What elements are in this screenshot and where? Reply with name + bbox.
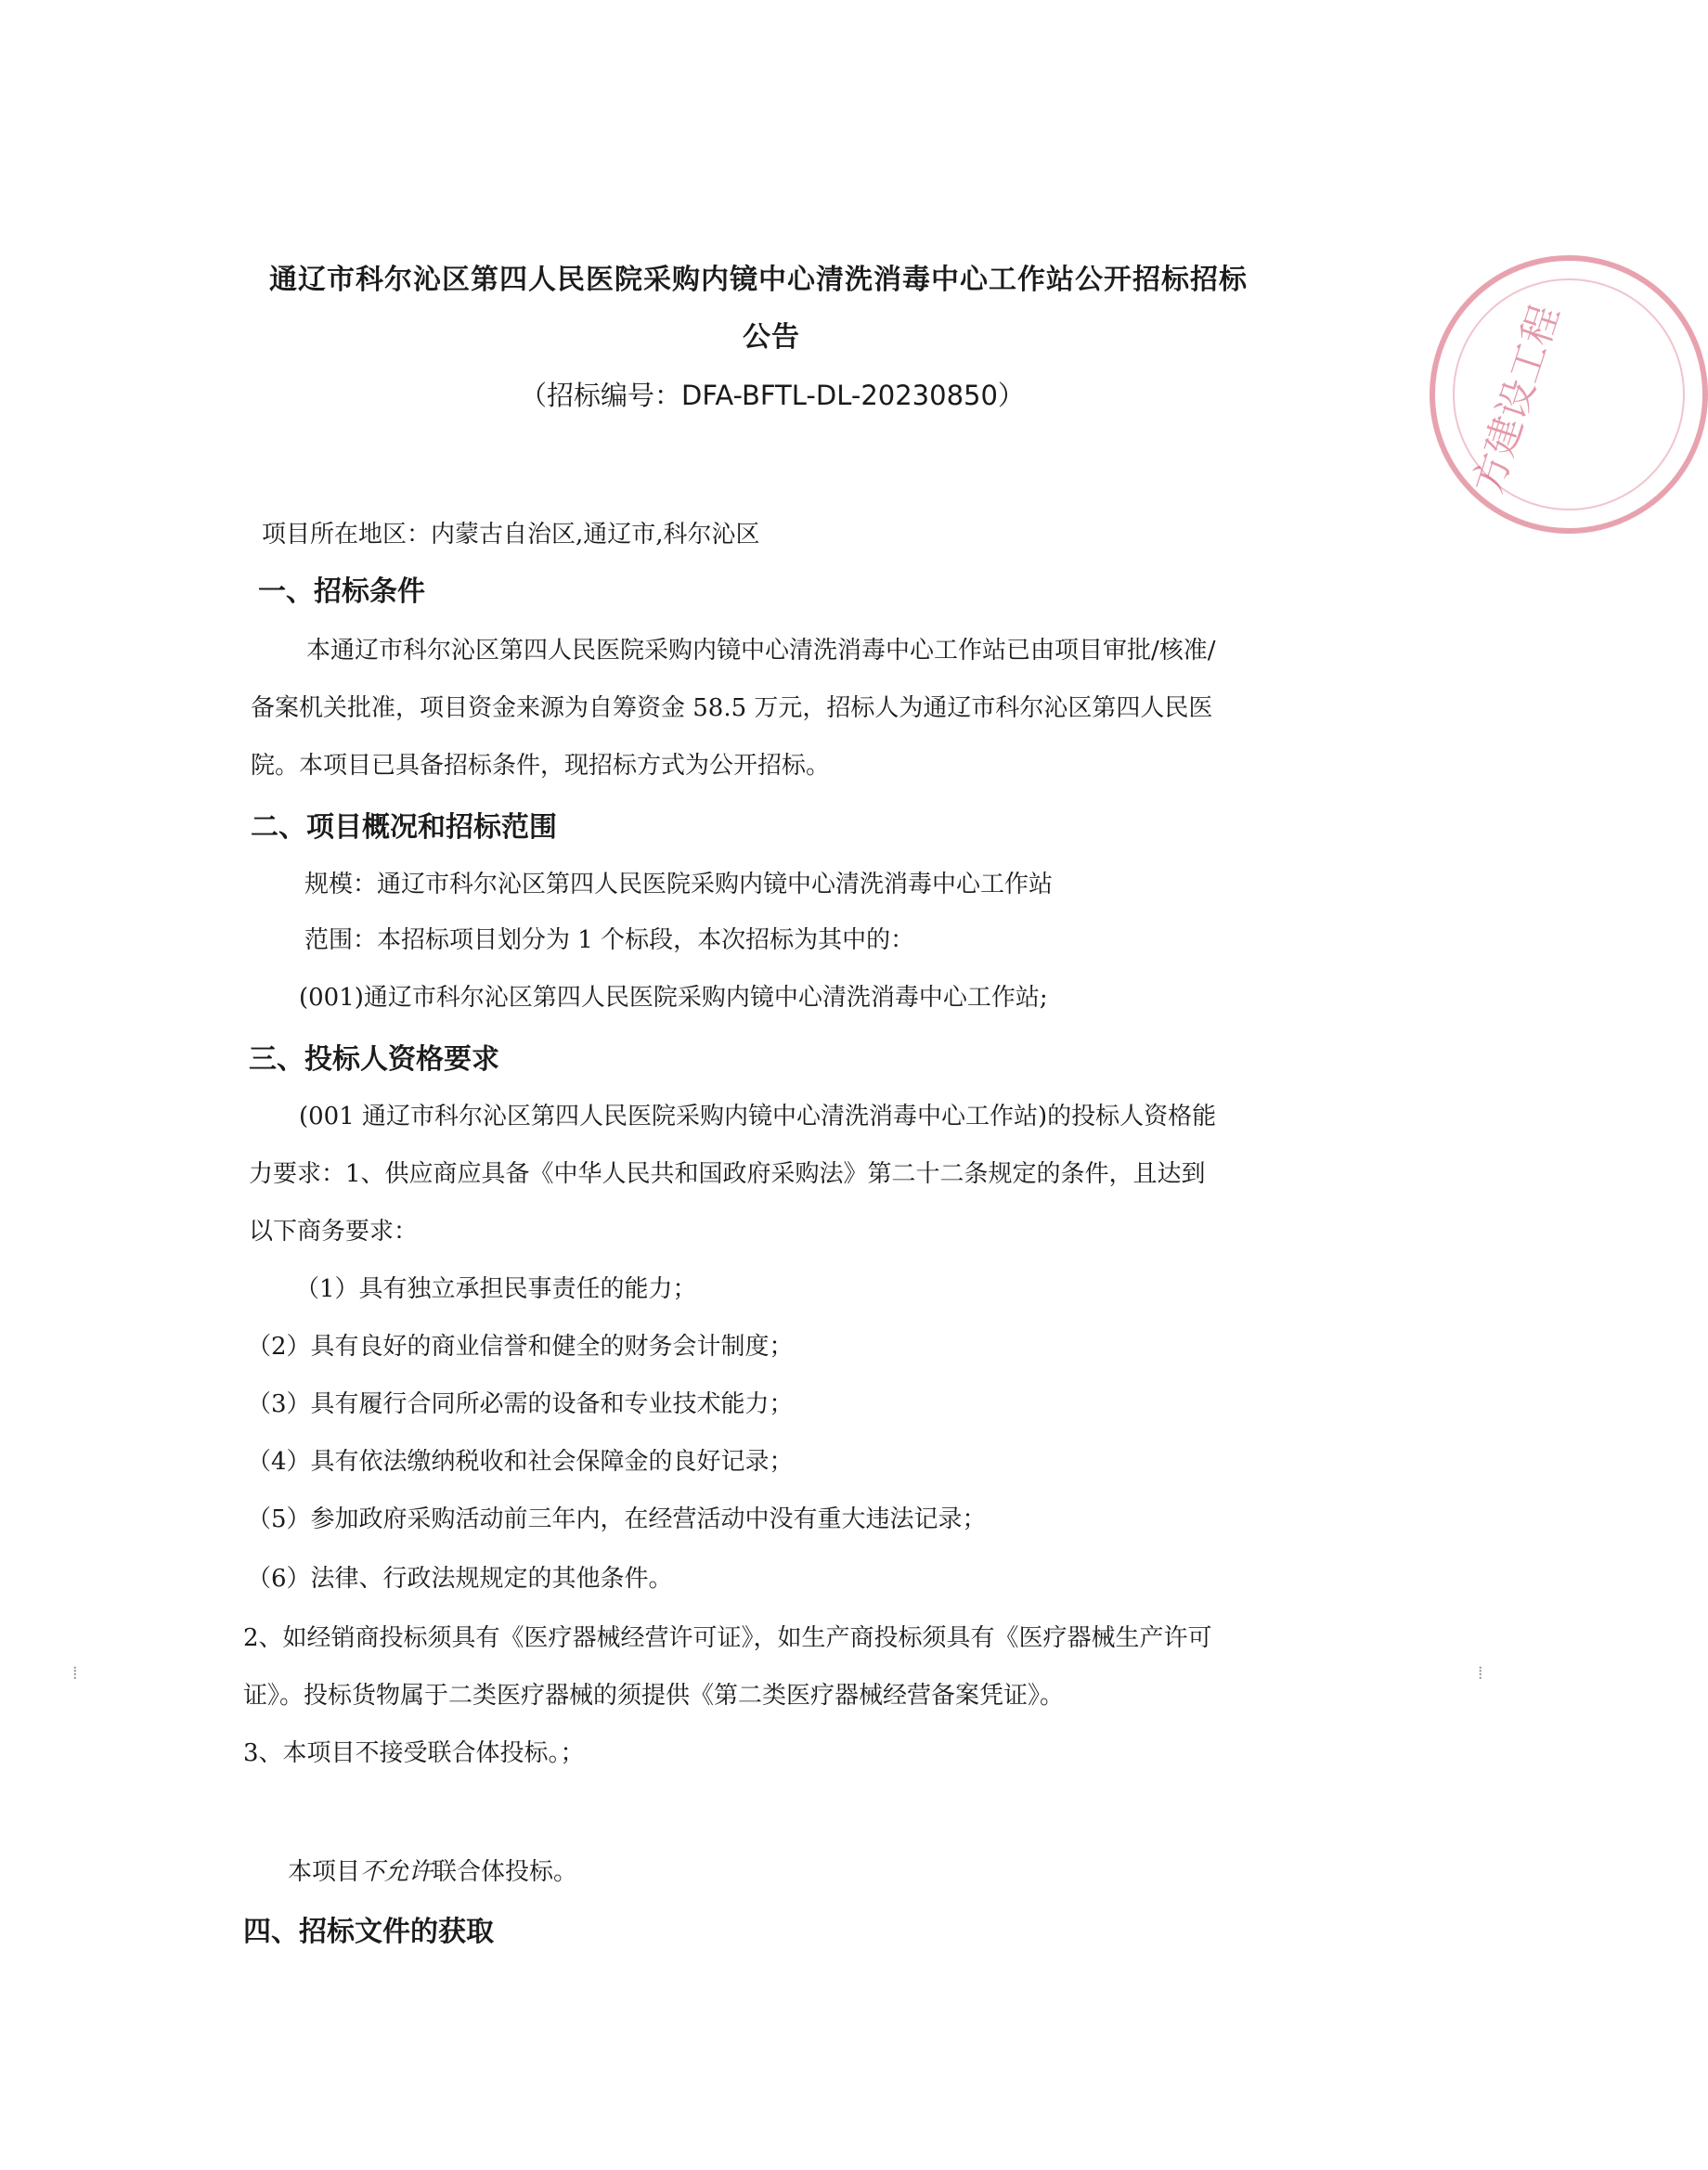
- scan-artifact-right: ⁞: [1478, 1661, 1483, 1684]
- section1-line-3: 院。本项目已具备招标条件，现招标方式为公开招标。: [251, 752, 831, 780]
- project-range: 范围：本招标项目划分为 1 个标段，本次招标为其中的：: [304, 926, 915, 954]
- project-lot-item: (001)通辽市科尔沁区第四人民医院采购内镜中心清洗消毒中心工作站;: [299, 984, 1048, 1012]
- tender-code: （招标编号：DFA-BFTL-DL-20230850）: [520, 380, 1025, 411]
- document-title-line-2: 公告: [743, 321, 800, 354]
- condition-item: （6）法律、行政法规规定的其他条件。: [247, 1565, 673, 1593]
- section-heading-bidder-qualifications: 三、投标人资格要求: [249, 1043, 499, 1076]
- consortium-prefix: 本项目: [288, 1858, 361, 1886]
- section-heading-document-acquisition: 四、招标文件的获取: [243, 1916, 494, 1948]
- requirement-2-line-1: 2、如经销商投标须具有《医疗器械经营许可证》，如生产商投标须具有《医疗器械生产许可: [243, 1624, 1212, 1652]
- company-seal-text: 方建设工程: [1464, 299, 1569, 499]
- consortium-statement: [288, 1853, 577, 1887]
- section1-line-2: 备案机关批准，项目资金来源为自筹资金 58.5 万元，招标人为通辽市科尔沁区第四人民医: [251, 694, 1213, 722]
- section-heading-tender-conditions: 一、招标条件: [258, 575, 425, 608]
- requirement-2-line-2: 证》。投标货物属于二类医疗器械的须提供《第二类医疗器械经营备案凭证》。: [243, 1682, 1065, 1710]
- section1-line-1: 本通辽市科尔沁区第四人民医院采购内镜中心清洗消毒中心工作站已由项目审批/核准/: [306, 637, 1216, 665]
- consortium-emphasis: 不允许: [360, 1858, 433, 1886]
- document-title-line-1: 通辽市科尔沁区第四人民医院采购内镜中心清洗消毒中心工作站公开招标招标: [269, 264, 1248, 296]
- scan-artifact-left: ⁞: [72, 1661, 78, 1684]
- condition-item: （2）具有良好的商业信誉和健全的财务会计制度；: [247, 1333, 794, 1361]
- condition-item: （3）具有履行合同所必需的设备和专业技术能力；: [247, 1390, 794, 1418]
- qualification-intro-line-2: 力要求：1、供应商应具备《中华人民共和国政府采购法》第二十二条规定的条件，且达到: [249, 1160, 1206, 1188]
- condition-item: （1）具有独立承担民事责任的能力；: [295, 1275, 697, 1303]
- qualification-intro-line-3: 以下商务要求：: [249, 1218, 419, 1246]
- qualification-intro-line-1: (001 通辽市科尔沁区第四人民医院采购内镜中心清洗消毒中心工作站)的投标人资格能: [299, 1103, 1217, 1130]
- condition-item: （4）具有依法缴纳税收和社会保障金的良好记录；: [247, 1448, 794, 1476]
- project-location: 项目所在地区：内蒙古自治区,通辽市,科尔沁区: [262, 521, 760, 549]
- condition-item: （5）参加政府采购活动前三年内，在经营活动中没有重大违法记录；: [247, 1505, 987, 1533]
- consortium-suffix: 联合体投标。: [433, 1858, 578, 1886]
- project-scale: 规模：通辽市科尔沁区第四人民医院采购内镜中心清洗消毒中心工作站: [304, 871, 1054, 898]
- requirement-3: 3、本项目不接受联合体投标。；: [243, 1739, 585, 1767]
- section-heading-project-overview: 二、项目概况和招标范围: [251, 811, 557, 844]
